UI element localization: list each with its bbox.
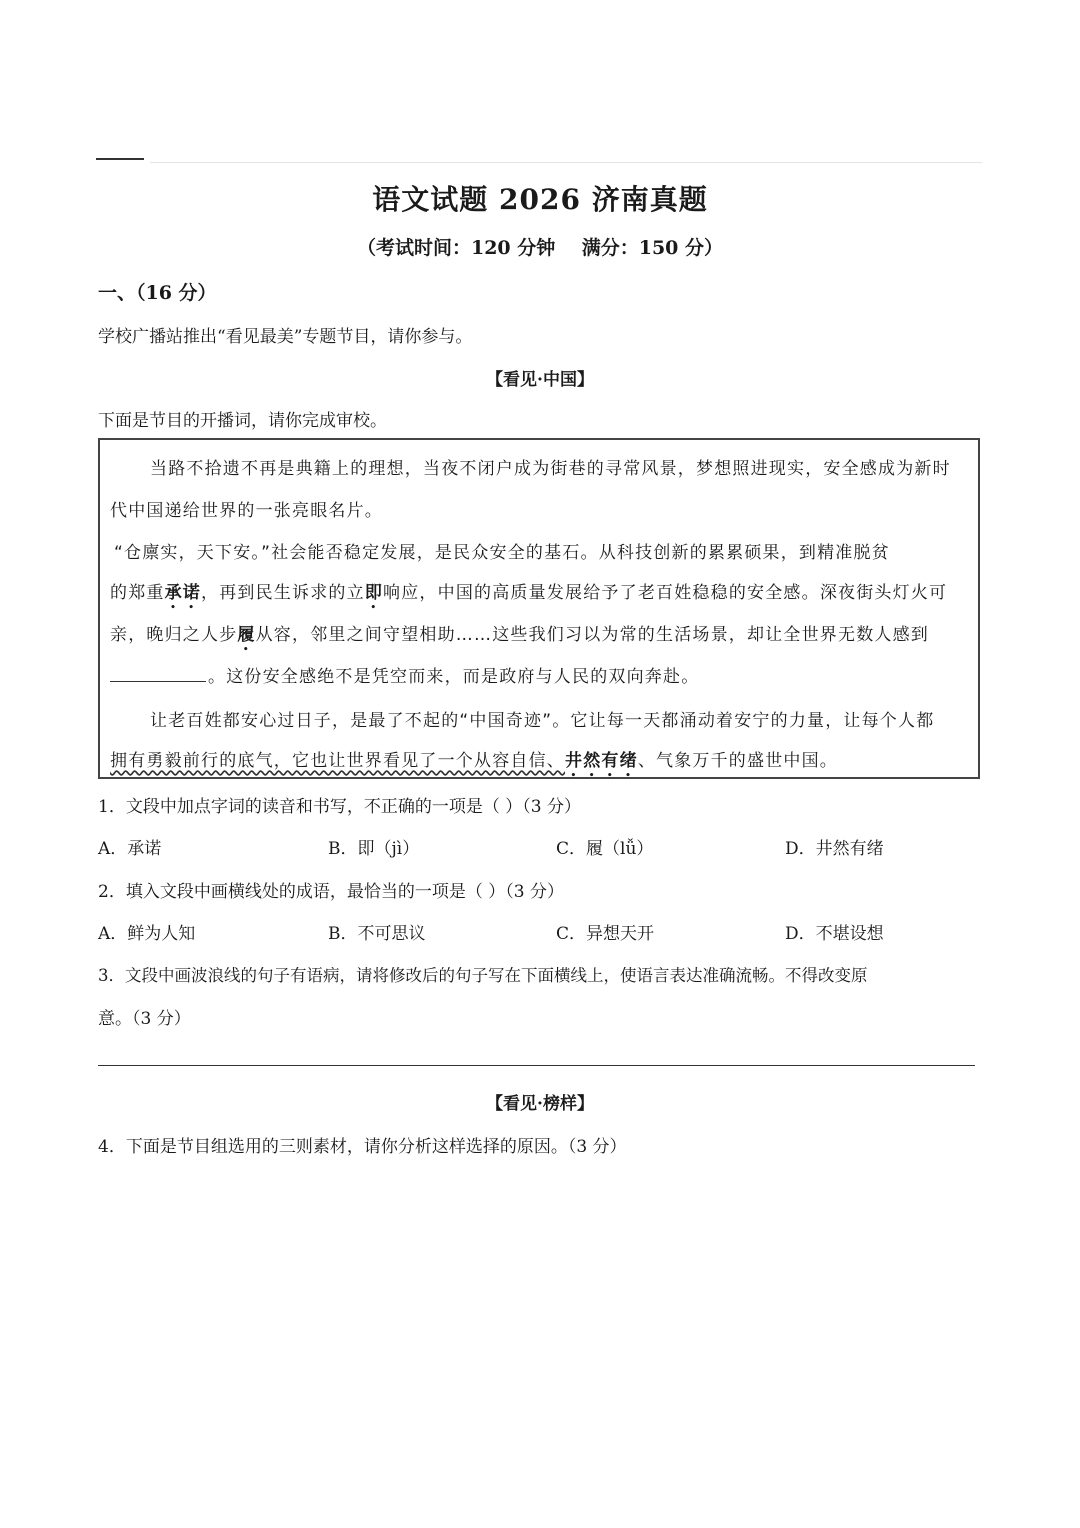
passage-line [110,662,968,687]
passage-line [110,578,968,613]
header-rule [150,162,982,163]
question-3: 3．文段中画波浪线的句子有语病，请将修改后的句子写在下面横线上，使语言表达准确流畅。不得改变原 [98,966,868,985]
q2-option-b[interactable]: B．不可思议 [328,924,426,944]
passage-text: ，再到民生诉求的立 [201,583,365,603]
wavy-sentence: 拥有勇毅前行的底气，它也让世界看见了一个从容自信、 [110,751,565,771]
header-rule-mark [96,158,144,160]
passage-line: 代中国递给世界的一张亮眼名片。 [110,501,383,521]
dotted-word-jingran: 井然有绪 [565,751,638,771]
question-1: 1．文段中加点字词的读音和书写，不正确的一项是（ ）（3 分） [98,797,581,817]
passage-text: 、气象万千的盛世中国。 [637,751,839,771]
page-title: 语文试题 2026 济南真题 [372,183,708,216]
question-2: 2．填入文段中画横线处的成语，最恰当的一项是（ ）（3 分） [98,882,564,902]
q2-option-c[interactable]: C．异想天开 [556,924,655,944]
answer-line[interactable] [98,1065,975,1066]
dotted-word-lv: 履 [237,625,256,645]
section-heading: 一、（16 分） [98,282,217,304]
passage-box [98,438,980,779]
passage-line: “仓廪实，天下安。”社会能否稳定发展，是民众安全的基石。从科技创新的累累硕果，到精准脱贫 [114,543,890,563]
q1-option-d[interactable]: D．井然有绪 [785,839,884,859]
q1-option-b[interactable]: B．即（jì） [328,839,420,859]
passage-line: 当路不拾遗不再是典籍上的理想，当夜不闭户成为街巷的寻常风景，梦想照进现实，安全感成为新时 [150,459,951,479]
q2-option-d[interactable]: D．不堪设想 [785,924,884,944]
question-4: 4．下面是节目组选用的三则素材，请你分析这样选择的原因。（3 分） [98,1137,627,1157]
subsection-title-role-model: 【看见·榜样】 [486,1094,594,1114]
passage-line [110,746,968,781]
question-3-cont: 意。（3 分） [98,1009,191,1029]
q2-option-a[interactable]: A．鲜为人知 [98,924,196,944]
passage-text: 。这份安全感绝不是凭空而来，而是政府与人民的双向奔赴。 [208,667,700,687]
section-intro: 学校广播站推出“看见最美”专题节目，请你参与。 [98,327,473,347]
passage-instruction: 下面是节目的开播词，请你完成审校。 [98,411,387,431]
exam-info: （考试时间：120 分钟 满分：150 分） [356,237,723,259]
dotted-word-ji: 即 [364,583,384,603]
dotted-word-chengnuo: 承诺 [164,583,202,603]
q1-option-a[interactable]: A．承诺 [98,839,162,859]
fill-blank-line[interactable] [110,667,206,682]
passage-text: 亲，晚归之人步 [110,625,238,645]
q1-option-c[interactable]: C．履（lǚ） [556,839,654,859]
passage-text: 从容，邻里之间守望相助……这些我们习以为常的生活场景，却让全世界无数人感到 [255,625,930,645]
passage-text: 响应，中国的高质量发展给予了老百姓稳稳的安全感。深夜街头灯火可 [383,583,948,603]
passage-text: 的郑重 [110,583,165,603]
passage-line: 让老百姓都安心过日子，是最了不起的“中国奇迹”。它让每一天都涌动着安宁的力量，让每个人都 [150,711,935,731]
passage-line [110,620,968,655]
subsection-title-china: 【看见·中国】 [486,370,594,390]
